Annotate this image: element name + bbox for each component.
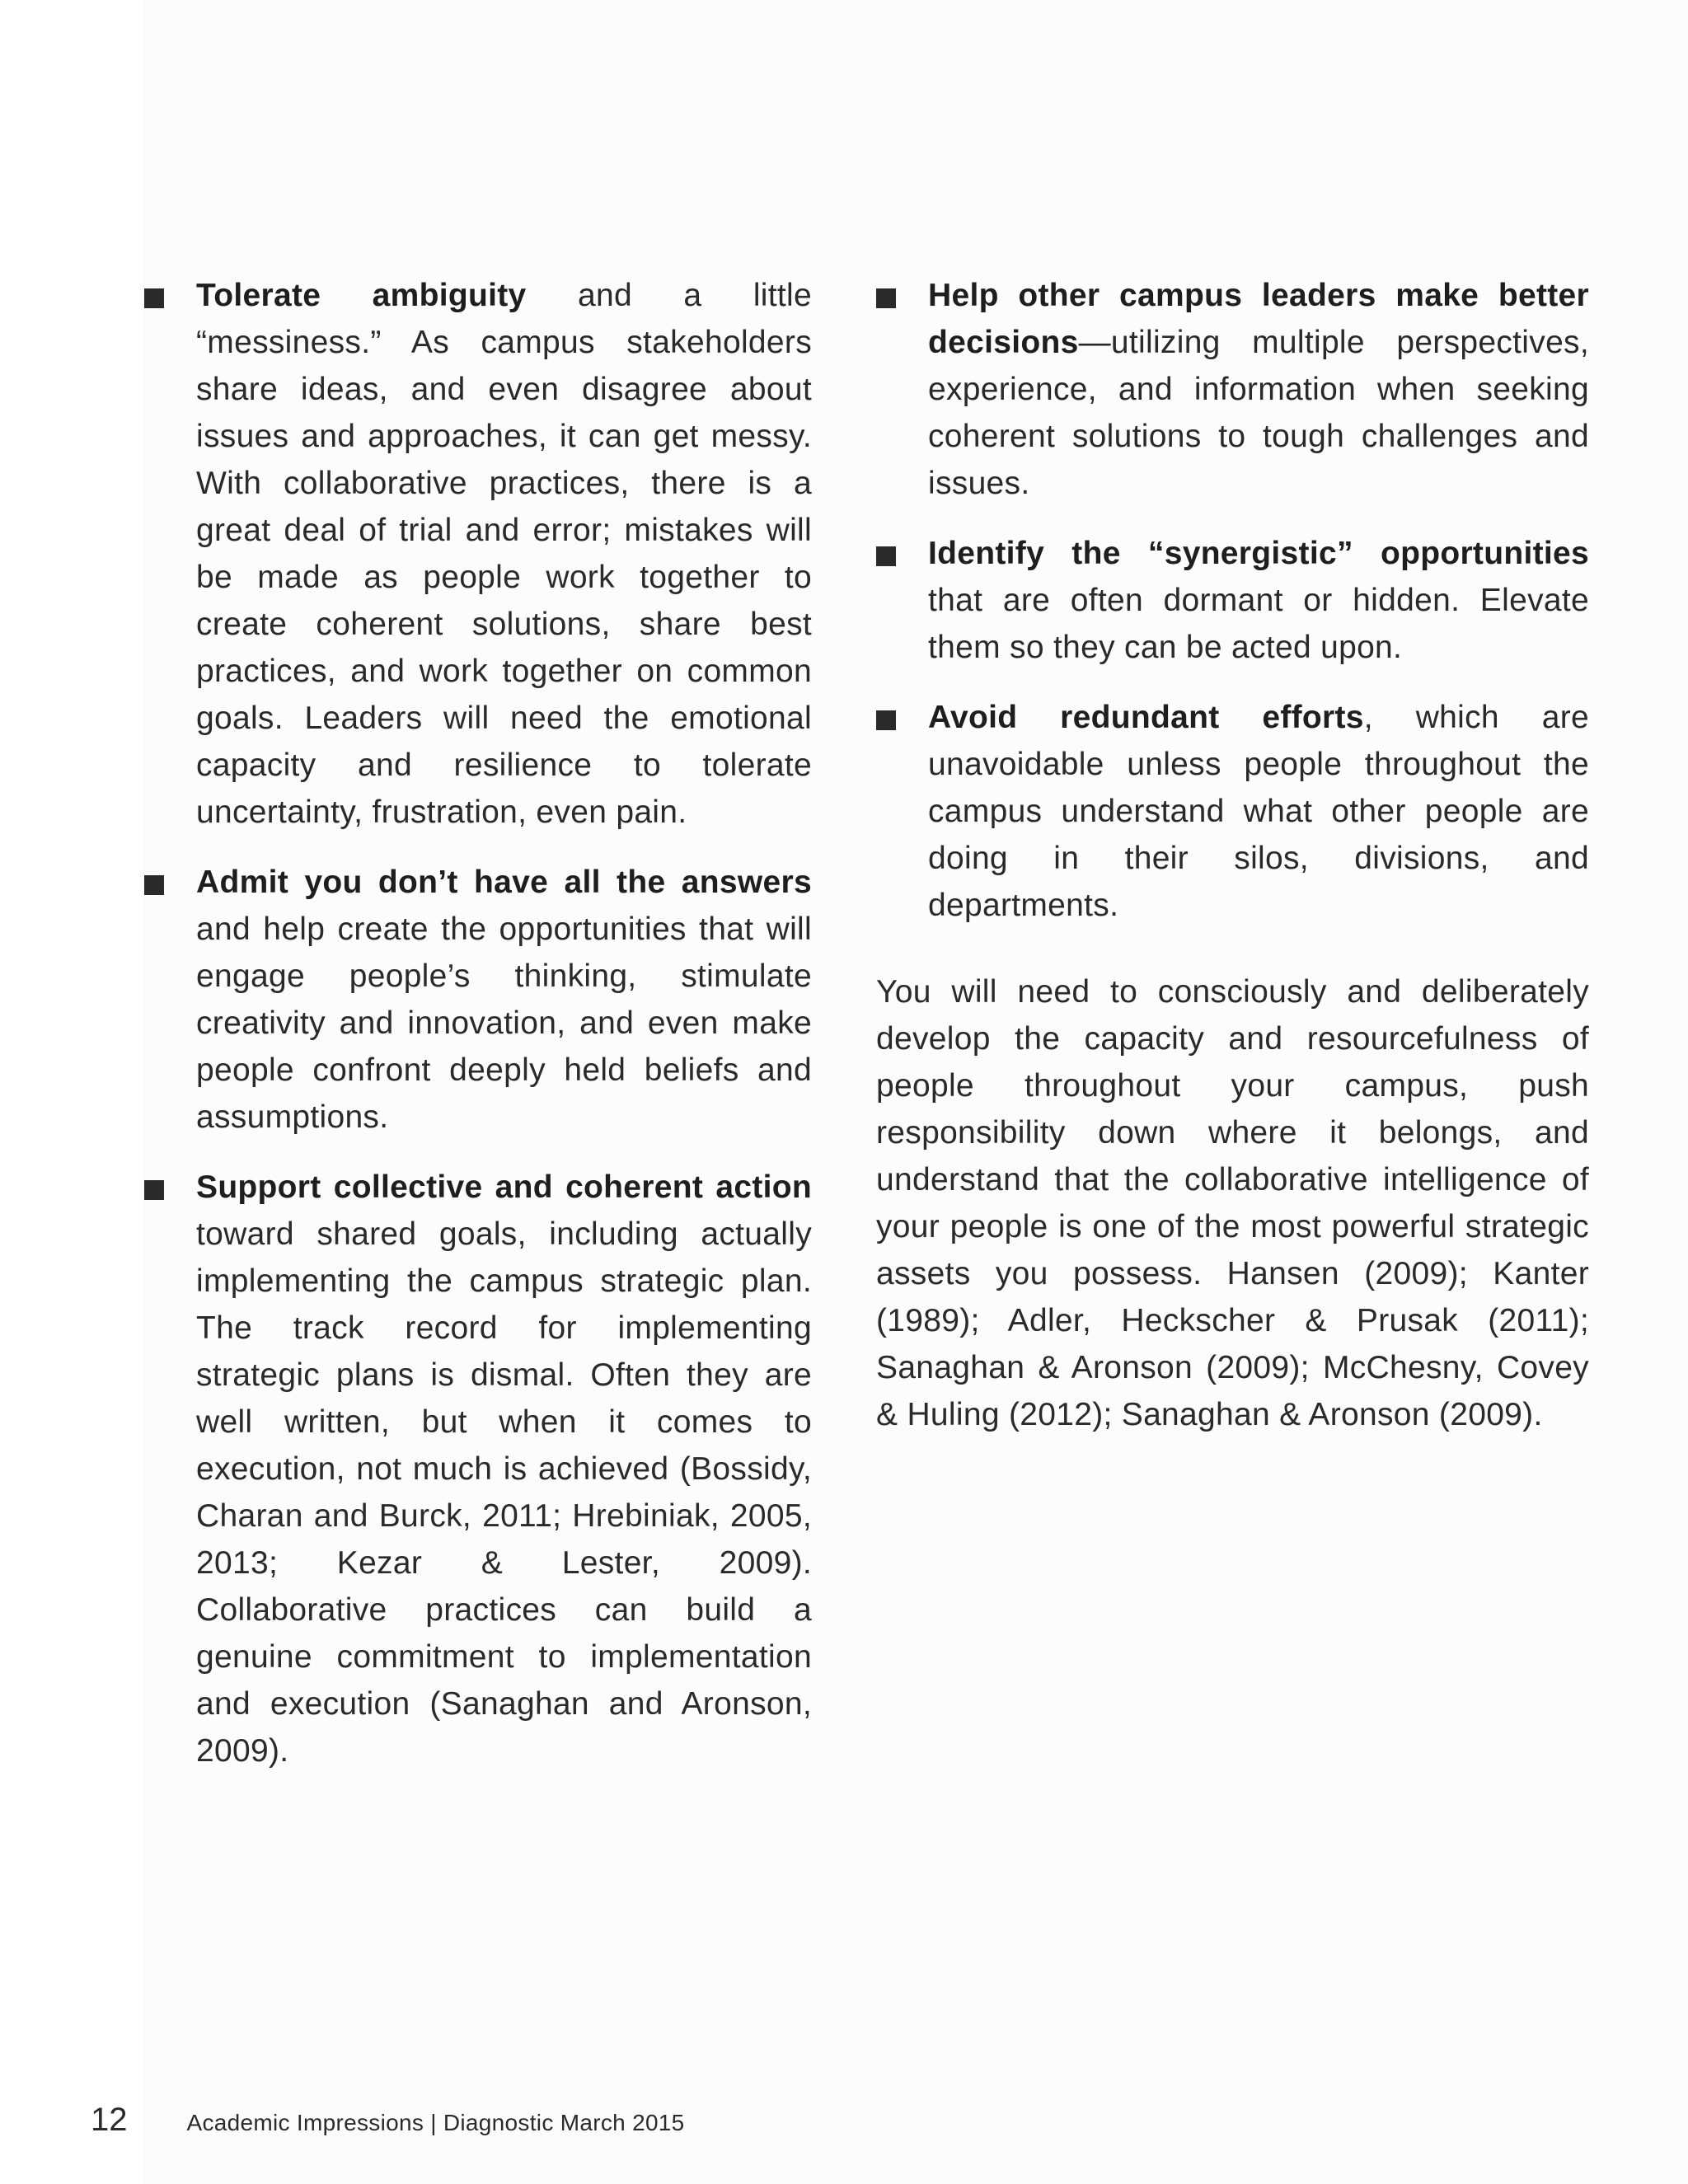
square-bullet-icon	[144, 288, 164, 308]
bullet-heading: Help other campus leaders make better decisions	[928, 278, 1589, 360]
bullet-heading: Avoid redundant efforts	[928, 700, 1364, 735]
bullet-heading: Tolerate ambiguity	[196, 278, 527, 313]
square-bullet-icon	[144, 1180, 164, 1200]
square-bullet-icon	[876, 546, 896, 566]
bullet-text: and help create the opportunities that will engage people’s thinking, stimulate creativity and innovation, and even make people confront deeply held beliefs and assumptions.	[196, 912, 812, 1135]
right-bullet-list	[876, 272, 1589, 929]
bullet-text: toward shared goals, including actually implementing the campus strategic plan. The track record for implementing strategic plans is dismal. Often they are well written, but when it comes to execution, not much is achieved (Bossidy, Charan and Burck, 2011; Hrebiniak, 2005, 2013; Kezar & Lester, 2009). Collaborative practices can build a genuine commitment to implementation and execution (Sanaghan and Aronson, 2009).	[196, 1216, 812, 1769]
bullet-text: , which are unavoidable unless people throughout the campus understand what other people are doing in their silos, divisions, and departments.	[928, 700, 1589, 923]
page-number: 12	[91, 2102, 128, 2138]
bullet-tolerate-ambiguity	[144, 272, 812, 836]
bullet-heading: Identify the “synergistic” opportunities	[928, 536, 1589, 571]
bullet-text: and a little “messiness.” As campus stakeholders share ideas, and even disagree about issues and approaches, it can get messy. With collaborative practices, there is a great deal of trial and error; mistakes will be made as people work together to create coherent solutions, share best practices, and work together on common goals. Leaders will need the emotional capacity and resilience to tolerate uncertainty, frustration, even pain.	[196, 278, 812, 830]
left-column	[144, 272, 812, 1797]
bullet-heading: Support collective and coherent action	[196, 1169, 812, 1205]
closing-paragraph: You will need to consciously and deliberately develop the capacity and resourcefulness of people throughout your campus, push responsibility down where it belongs, and understand that the collaborative intelligence of your people is one of the most powerful strategic assets you possess. Hansen (2009); Kanter (1989); Adler, Heckscher & Prusak (2011); Sanaghan & Aronson (2009); McChesny, Covey & Huling (2012); Sanaghan & Aronson (2009).	[876, 974, 1589, 1432]
left-bullet-list	[144, 272, 812, 1774]
square-bullet-icon	[876, 288, 896, 308]
bullet-heading: Admit you don’t have all the answers	[196, 865, 812, 900]
page-footer	[91, 2102, 685, 2139]
right-column	[876, 272, 1589, 1438]
bullet-synergistic-opportunities	[876, 530, 1589, 671]
bullet-text: —utilizing multiple perspectives, experience, and information when seeking coherent solutions to tough challenges and issues.	[928, 325, 1589, 501]
bullet-admit-answers	[144, 859, 812, 1141]
bullet-help-leaders	[876, 272, 1589, 507]
square-bullet-icon	[144, 875, 164, 895]
bullet-support-collective-action	[144, 1164, 812, 1774]
square-bullet-icon	[876, 710, 896, 730]
bullet-text: that are often dormant or hidden. Elevate them so they can be acted upon.	[928, 583, 1589, 665]
bullet-avoid-redundant-efforts	[876, 694, 1589, 929]
footer-publication-text: Academic Impressions | Diagnostic March 2015	[186, 2110, 685, 2135]
